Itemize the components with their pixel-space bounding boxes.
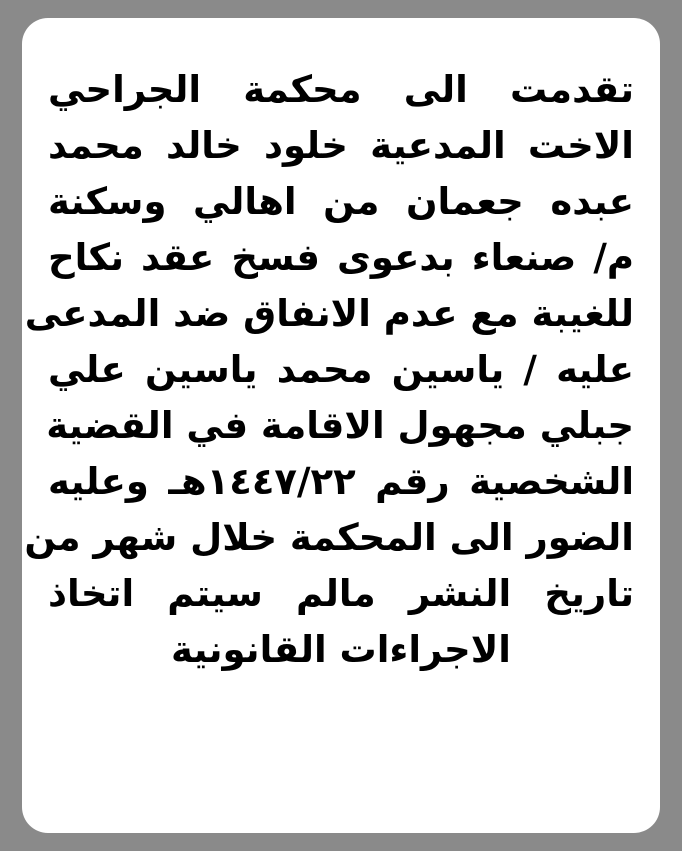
notice-line: جبلي مجهول الاقامة في القضية xyxy=(46,404,634,447)
notice-line: الضور الى المحكمة خلال شهر من xyxy=(24,516,634,559)
notice-line: تقدمت الى محكمة الجراحي xyxy=(48,68,634,111)
notice-card xyxy=(22,18,660,833)
notice-text-block xyxy=(22,62,660,678)
notice-line: الشخصية رقم ١٤٤٧/٢٢هـ وعليه xyxy=(48,460,634,503)
notice-line: عليه / ياسين محمد ياسين علي xyxy=(48,348,634,391)
notice-line: الاخت المدعية خلود خالد محمد xyxy=(48,124,634,167)
notice-line: عبده جعمان من اهالي وسكنة xyxy=(48,180,634,223)
notice-line: الاجراءات القانونية xyxy=(171,628,511,671)
notice-line: للغيبة مع عدم الانفاق ضد المدعى xyxy=(24,292,634,335)
notice-line: م/ صنعاء بدعوى فسخ عقد نكاح xyxy=(48,236,634,279)
notice-line: تاريخ النشر مالم سيتم اتخاذ xyxy=(48,572,634,615)
